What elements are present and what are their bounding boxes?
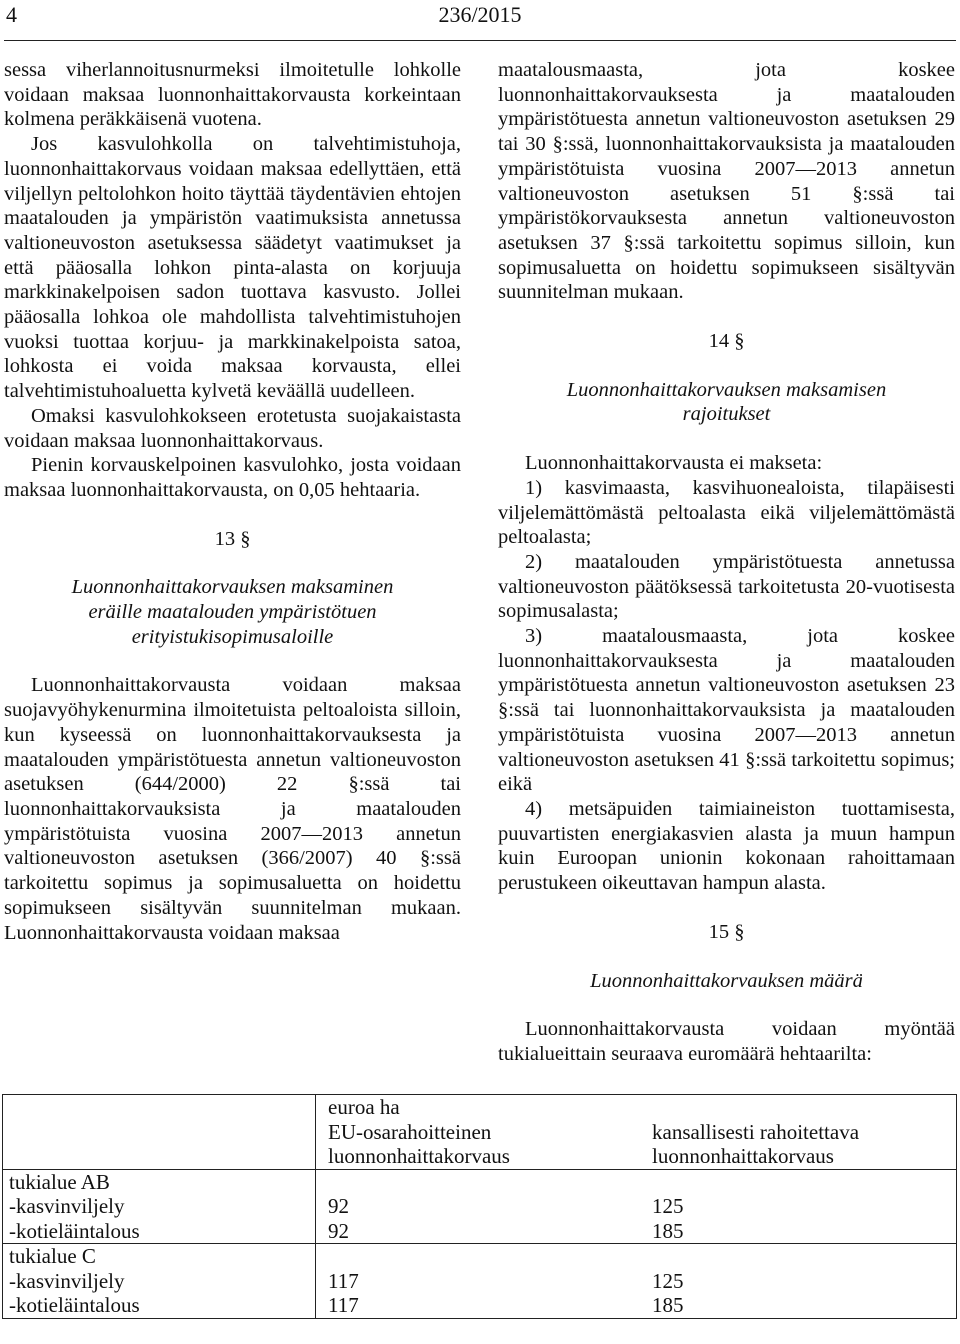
table-header-line: luonnonhaittakorvaus xyxy=(652,1144,834,1168)
section-title xyxy=(4,575,461,649)
section-title-line: eräille maatalouden ympäristötuen xyxy=(88,601,377,624)
value-eu: 92 xyxy=(328,1218,349,1243)
list-item: 2) maatalouden ympäristötuesta annetussa valtioneuvoston päätöksessä tarkoitetusta 20-vuotisesta sopimusalasta; xyxy=(498,550,955,623)
table-header-line: kansallisesti rahoitettava xyxy=(652,1119,860,1144)
section-title-line: Luonnonhaittakorvauksen maksaminen xyxy=(71,576,394,599)
value-eu: 117 xyxy=(328,1268,359,1293)
table-header-line: EU-osarahoitteinen xyxy=(328,1119,492,1144)
header-rule xyxy=(4,40,956,41)
value-national: 185 xyxy=(652,1293,684,1317)
table-header-cell xyxy=(640,1095,957,1170)
row-label: -kasvinviljely xyxy=(9,1194,125,1218)
table-cell xyxy=(3,1244,316,1319)
table-corner-cell xyxy=(3,1095,316,1170)
table-row xyxy=(3,1244,957,1319)
table-cell xyxy=(640,1244,957,1319)
section-title-line: Luonnonhaittakorvauksen maksamisen xyxy=(566,378,887,401)
area-name: tukialue AB xyxy=(9,1169,110,1194)
value-national: 185 xyxy=(652,1218,684,1243)
list-item: 3) maatalousmaasta, jota koskee luonnonhaittakorvauksesta ja maatalouden ympäristötuesta annetun valtioneuvoston asetuksen 23 §:ssä tai luonnonhaittakorvauksista ja maatalouden ympäristötuista vuosina 2007—2013 annetun valtioneuvoston asetuksen 41 §:ssä tarkoitettu sopimus; eikä xyxy=(498,625,955,796)
section-title-line: rajoitukset xyxy=(682,403,771,426)
table-header-cell xyxy=(316,1095,641,1170)
left-column xyxy=(4,58,461,945)
table-row xyxy=(3,1169,957,1244)
paragraph: maatalousmaasta, jota koskee luonnonhaittakorvauksesta ja maatalouden ympäristötuesta annetun valtioneuvoston asetuksen 29 tai 30 §:ssä, luonnonhaittakorvauksista ja maatalouden ympäristötuista vuosina 2007—2013 annetun valtioneuvoston asetuksen 51 §:ssä tai ympäristökorvauksesta annetun valtioneuvoston asetuksen 37 §:ssä tarkoitettu sopimus silloin, kun sopimusaluetta on hoidettu sopimukseen sisältyvän suunnitelman mukaan. xyxy=(498,59,955,304)
paragraph: Pienin korvauskelpoinen kasvulohko, josta voidaan maksaa luonnonhaittakorvausta, on 0,05 hehtaaria. xyxy=(4,454,461,501)
section-heading: 15 § xyxy=(708,920,745,943)
table-header-row xyxy=(3,1095,957,1170)
paragraph: Omaksi kasvulohkokseen erotetusta suojakaistasta voidaan maksaa luonnonhaittakorvaus. xyxy=(4,404,461,452)
list-item: 1) kasvimaasta, kasvihuonealoista, tilapäisesti viljelemättömästä peltoalasta eikä viljelemättömästä peltoalasta; xyxy=(498,476,955,549)
paragraph: sessa viherlannoitusnurmeksi ilmoitetulle lohkolle voidaan maksaa luonnonhaittakorvausta korkeintaan kolmena peräkkäisenä vuotena. xyxy=(4,59,461,131)
value-eu: 117 xyxy=(328,1293,359,1317)
list-item: 4) metsäpuiden taimiaineiston tuottamisesta, puuvartisten energiakasvien alasta ja muun hampun kuin Euroopan unionin kokonaan rahoittamaan perustukeen oikeuttavan hampun alasta. xyxy=(498,797,955,895)
table-cell xyxy=(3,1169,316,1244)
table-cell xyxy=(316,1244,641,1319)
table-cell xyxy=(316,1169,641,1244)
table-cell xyxy=(640,1169,957,1244)
section-title-line: erityistukisopimusaloille xyxy=(131,625,334,648)
paragraph: Luonnonhaittakorvausta voidaan myöntää tukialueittain seuraava euromäärä hehtaarilta: xyxy=(498,1018,955,1065)
row-label: -kotieläintalous xyxy=(9,1218,140,1243)
section-title: Luonnonhaittakorvauksen määrä xyxy=(590,969,863,992)
right-column xyxy=(498,58,955,1067)
row-label: -kasvinviljely xyxy=(9,1268,125,1293)
section-title xyxy=(498,378,955,427)
section-heading: 13 § xyxy=(214,527,251,550)
table-header-line: luonnonhaittakorvaus xyxy=(328,1144,510,1168)
compensation-table xyxy=(2,1094,957,1319)
paragraph: Luonnonhaittakorvausta voidaan maksaa suojavyöhykenurmina ilmoitetuista peltoaloista silloin, kun kyseessä on luonnonhaittakorvauksesta ja maatalouden ympäristötuesta annetun valtioneuvoston asetuksen (644/2000) 22 §:ssä tai luonnonhaittakorvauksista ja maatalouden ympäristötuista vuosina 2007—2013 annetun valtioneuvoston asetuksen (366/2007) 40 §:ssä tarkoitettu sopimus ja sopimusaluetta on hoidettu sopimukseen sisältyvän suunnitelman mukaan. Luonnonhaittakorvausta voidaan maksaa xyxy=(4,674,461,944)
paragraph: Jos kasvulohkolla on talvehtimistuhoja, luonnonhaittakorvaus voidaan maksaa edellyttäen, että viljellyn peltolohkon hoito täyttää täydentävien ehtojen maatalouden ja ympäristön vaatimuksista annetussa valtioneuvoston asetuksessa säädetyt vaatimukset ja että pääosalla lohkon pinta-alasta on korjuuja markkinakelpoisen sadon tuottava kasvusto. Jollei pääosalla lohkoa ole mahdollista talvehtimistuhojen vuoksi tuottaa korjuu- ja markkinakelpoista satoa, lohkosta ei voida maksaa korvausta, ellei talvehtimistuhoaluetta kylvetä keväällä uudelleen. xyxy=(4,133,461,403)
document-number: 236/2015 xyxy=(438,2,522,27)
area-name: tukialue C xyxy=(9,1244,96,1268)
table-unit: euroa ha xyxy=(328,1095,400,1119)
row-label: -kotieläintalous xyxy=(9,1293,140,1317)
page-number: 4 xyxy=(6,2,17,27)
value-national: 125 xyxy=(652,1194,684,1218)
value-eu: 92 xyxy=(328,1194,349,1218)
value-national: 125 xyxy=(652,1268,684,1293)
section-heading: 14 § xyxy=(708,330,745,353)
paragraph: Luonnonhaittakorvausta ei makseta: xyxy=(525,452,823,475)
